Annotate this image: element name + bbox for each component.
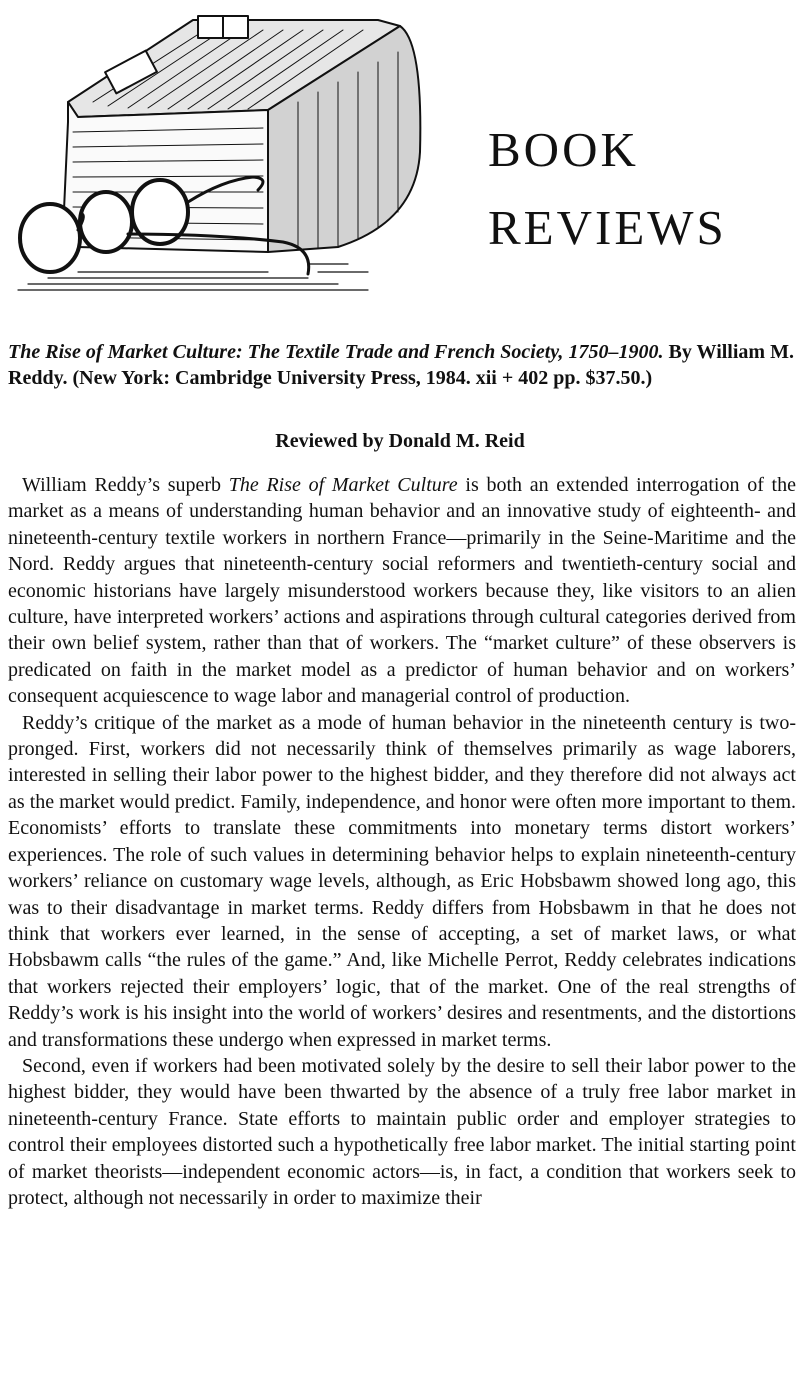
paragraph-text: William Reddy’s superb bbox=[22, 474, 229, 496]
book-citation bbox=[8, 339, 794, 391]
section-title-line-2: REVIEWS bbox=[488, 199, 727, 255]
book-publication-details: By William M. Reddy. (New York: Cambridge University Press, 1984. xii + 402 pp. $37.50.) bbox=[8, 341, 795, 389]
review-paragraph bbox=[8, 472, 796, 710]
review-paragraph: Reddy’s critique of the market as a mode of human behavior in the nineteenth century is two-pronged. First, workers did not necessarily think of themselves primarily as wage laborers, interested in selling their labor power to the highest bidder, and they therefore did not always act as the market would predict. Family, independence, and honor were often more important to them. Economists’ efforts to translate these commitments into monetary terms distort workers’ experiences. The role of such values in determining behavior helps to explain nineteenth-century workers’ reliance on customary wage levels, although, as Eric Hobsbawm showed long ago, this was to their disadvantage in market terms. Reddy differs from Hobsbawm in that he does not think that workers ever learned, in the sense of accepting, a set of market laws, or what Hobsbawm calls “the rules of the game.” And, like Michelle Perrot, Reddy celebrates indications that workers rejected their employers’ logic, that of the market. One of the real strengths of Reddy’s work is his insight into the world of workers’ desires and resentments, and the distortions and transformations these undergo when expressed in market terms. bbox=[8, 711, 796, 1051]
section-title bbox=[488, 111, 727, 267]
paragraph-text: is both an extended interrogation of the market as a means of understanding human behavior and an innovative study of eighteenth- and nineteenth-century textile workers in northern France—primarily in the Seine-Maritime and the Nord. Reddy argues that nineteenth-century social reformers and twentieth-century social and economic historians have largely misunderstood workers because they, like visitors to an alien culture, have interpreted workers’ actions and aspirations through cultural categories derived from their own belief system, rather than that of workers. The “market culture” of these observers is predicated on faith in the market model as a predictor of human behavior and on workers’ consequent acquiescence to wage labor and managerial control of production. bbox=[8, 474, 796, 708]
book-title: The Rise of Market Culture: The Textile Trade and French Society, 1750–1900. bbox=[8, 341, 664, 363]
book-with-spectacles-icon bbox=[8, 2, 428, 302]
review-paragraph: Second, even if workers had been motivated solely by the desire to sell their labor power to the highest bidder, they would have been thwarted by the absence of a truly free labor market in nineteenth-century France. State efforts to maintain public order and employer strategies to control their employees distorted such a hypothetically free labor market. The initial starting point of market theorists—independent economic actors—is, in fact, a condition that workers seek to protect, although not necessarily in order to maximize their bbox=[8, 1054, 796, 1209]
review-body bbox=[8, 472, 796, 1211]
page-header bbox=[0, 0, 800, 310]
book-title-inline: The Rise of Market Culture bbox=[228, 474, 458, 496]
reviewer-line: Reviewed by Donald M. Reid bbox=[275, 430, 525, 452]
section-title-line-1: BOOK bbox=[488, 121, 639, 177]
